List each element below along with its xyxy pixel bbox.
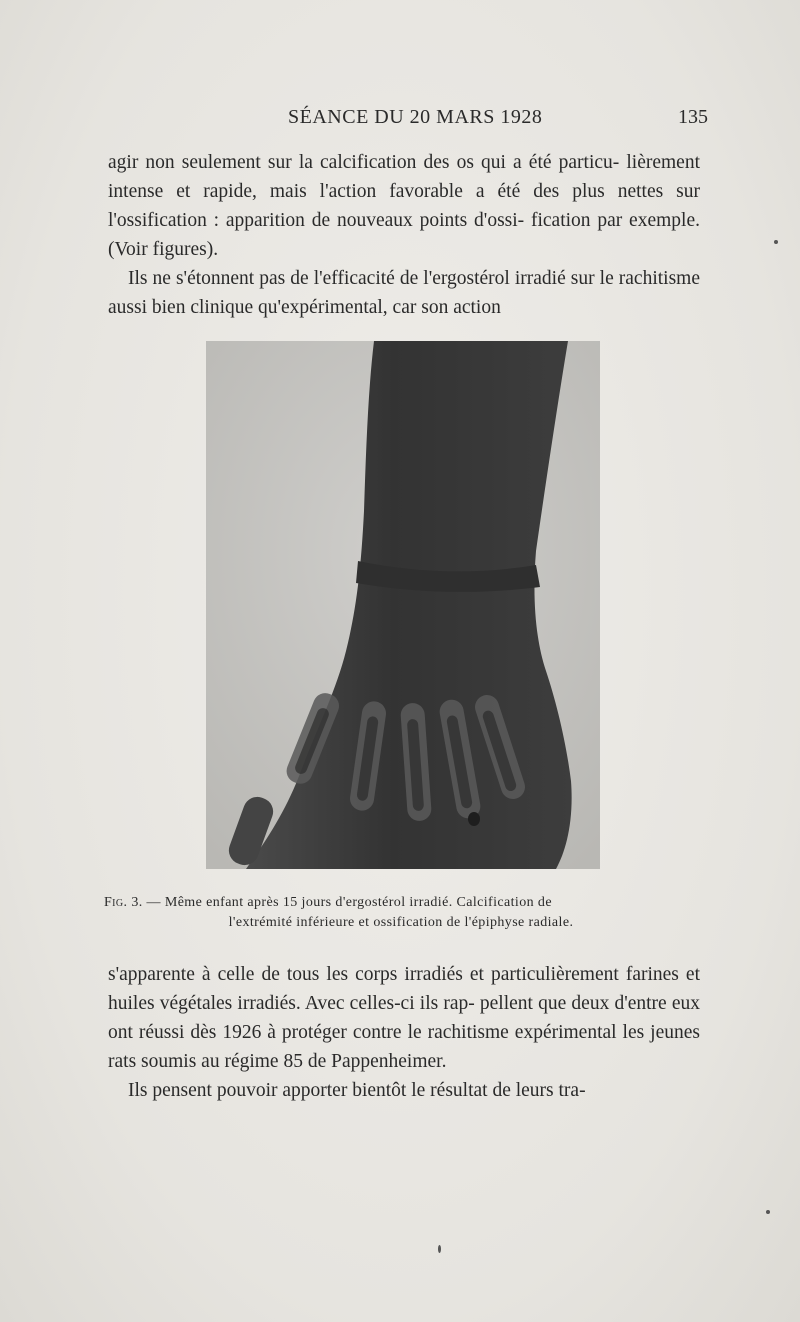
caption-label: Fig. 3. [104,895,143,910]
xray-hand-image [206,341,600,869]
text-line: Ils ne s'étonnent pas de l'efficacité de l'ergostérol irradié sur [128,268,595,289]
paragraph [108,264,700,322]
caption-line: — Même enfant après 15 jours d'ergostérol irradié. Calcification de [146,895,552,910]
text-line: le rachitisme expérimental les jeunes rats soumis au régime 85 [108,1022,701,1072]
text-line: Ils pensent pouvoir apporter bientôt le résultat de leurs tra- [128,1080,586,1101]
page-header [108,106,708,140]
text-line: de Pappenheimer. [307,1051,447,1072]
paragraph [108,148,700,264]
xray-figure [206,341,600,869]
text-line: nettes sur l'ossification : apparition de nouveaux points d'ossi- [108,181,701,231]
print-speck [766,1210,770,1214]
print-speck [438,1245,441,1253]
text-block-top [108,148,700,322]
figure-caption [104,893,698,933]
running-head: SÉANCE DU 20 MARS 1928 [288,106,543,128]
text-line: s'apparente à celle de tous les corps irradiés et particulièrement [108,964,619,985]
caption-line: l'extrémité inférieure et ossification de l'épiphyse radiale. [228,915,574,930]
text-line: fication par exemple. (Voir figures). [108,210,700,260]
text-line: lièrement intense et rapide, mais l'action favorable a été des plus [108,152,701,202]
text-line: farines et huiles végétales irradiés. Avec celles-ci ils rap- [108,964,701,1014]
text-line: agir non seulement sur la calcification des os qui a été particu- [108,152,620,173]
paragraph [108,1076,700,1105]
print-speck [774,240,778,244]
text-block-bottom [108,960,700,1105]
text-line: pellent que deux d'entre eux ont réussi dès 1926 à protéger contre [108,993,701,1043]
paragraph [108,960,700,1076]
text-line: le rachitisme aussi bien clinique qu'expérimental, car son action [108,268,700,318]
page-number: 135 [678,106,708,128]
